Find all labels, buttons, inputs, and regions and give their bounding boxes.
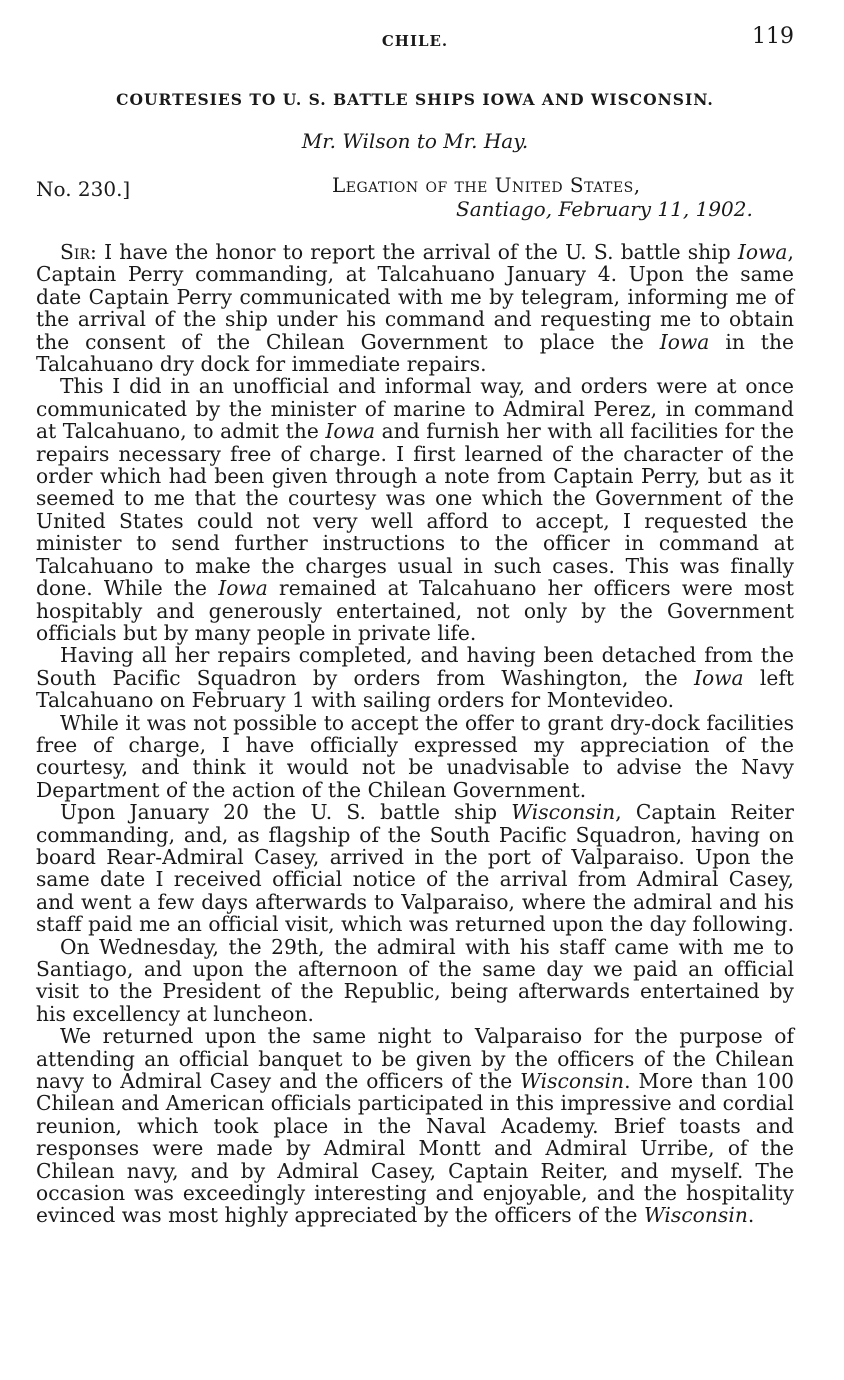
- ship-name: Iowa: [325, 419, 376, 444]
- place-date: Santiago, February 11, 1902.: [456, 197, 753, 221]
- ship-name: Wisconsin: [643, 1203, 748, 1228]
- paragraph-5: Upon January 20 the U. S. battle ship Wisconsin, Captain Reiter commanding, and, as flagship of the South Pacific Squadron, having on board Rear-Admiral Casey, arrived in the port of Valparaiso. Upon the same date I received official notice of the arrival from Admiral Casey, and went a few days afterwards to Valparaiso, where the admiral and his staff paid me an official visit, which was returned upon the day following.: [36, 800, 794, 937]
- ship-name: Iowa: [218, 576, 268, 601]
- salutation: Sir:: [60, 240, 97, 264]
- paragraph-7: We returned upon the same night to Valparaiso for the purpose of attending an official banquet to be given by the officers of the Chilean navy to Admiral Casey and the officers of the Wisconsin. More than 100 Chilean and American officials participated in this impressive and cordial reunion, which took place in the Naval Academy. Brief toasts and responses were made by Admiral Montt and Admiral Urribe, of the Chilean navy, and by Admiral Casey, Captain Reiter, and myself. The occasion was exceedingly interesting and enjoyable, and the hospitality evinced was most highly appreciated by the officers of the Wisconsin.: [36, 1024, 794, 1228]
- letter-heading: Mr. Wilson to Mr. Hay.: [301, 129, 529, 153]
- ship-name: Wisconsin: [511, 800, 616, 825]
- ship-name: Iowa: [693, 665, 744, 690]
- paragraph-6: On Wednesday, the 29th, the admiral with his staff came with me to Santiago, and upon the afternoon of the same day we paid an official visit to the President of the Republic, being afterwards entertained by his excellency at luncheon.: [36, 934, 794, 1026]
- ship-name: Wisconsin: [520, 1069, 625, 1094]
- paragraph-4: While it was not possible to accept the offer to grant dry-dock facilities free of charge, I have officially expressed my appreciation of the courtesy, and think it would not be unadvisable to advise the Navy Department of the action of the Chilean Government.: [36, 710, 794, 802]
- paragraph-2: This I did in an unofficial and informal way, and orders were at once communicated by the minister of marine to Admiral Perez, in command at Talcahuano, to admit the Iowa and furnish her with all facilities for the repairs necessary free of charge. I first learned of the character of the order which had been given through a note from Captain Perry, but as it seemed to me that the courtesy was one which the Government of the United States could not very well afford to accept, I requested the minister to send further instructions to the officer in command at Talcahuano to make the charges usual in such cases. This was finally done. While the Iowa remained at Talcahuano her officers were most hospitably and generously entertained, not only by the Government officials but by many people in private life.: [36, 374, 794, 645]
- document-page: [36, 24, 794, 1227]
- page-number: 119: [752, 24, 794, 49]
- legation-heading: Legation of the United States,: [332, 173, 641, 197]
- dateline: [36, 173, 794, 229]
- running-title: CHILE.: [381, 32, 449, 50]
- ship-name: Iowa: [659, 329, 710, 354]
- running-head: [36, 24, 794, 60]
- ship-name: Iowa: [737, 240, 788, 264]
- paragraph-3: Having all her repairs completed, and having been detached from the South Pacific Squadron by orders from Washington, the Iowa left Talcahuano on February 1 with sailing orders for Montevideo.: [36, 643, 795, 713]
- document-number: No. 230.]: [36, 177, 131, 201]
- paragraph-1: [36, 241, 794, 375]
- section-title: COURTESIES TO U. S. BATTLE SHIPS IOWA AND WISCONSIN.: [116, 90, 714, 109]
- letter-body: [36, 241, 794, 1227]
- paragraph-1-text: I have the honor to report the arrival of the U. S. battle ship Iowa, Captain Perry commanding, at Talcahuano January 4. Upon the same date Captain Perry communicated with me by telegram, informing me of the arrival of the ship under his command and requesting me to obtain the consent of the Chilean Government to place the Iowa in the Talcahuano dry dock for immediate repairs.: [36, 240, 794, 377]
